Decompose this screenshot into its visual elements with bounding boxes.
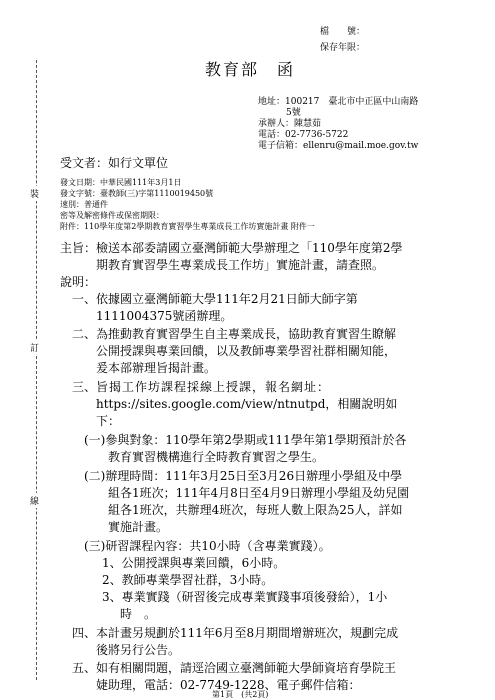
- item-2-number: 二、: [72, 327, 97, 341]
- recipient: 受文者：如行文單位: [60, 156, 169, 170]
- item-2-line-3: 爰本部辦理旨揭計畫。: [96, 361, 217, 375]
- item-1-line-2: 1111004375號函辦理。: [96, 309, 233, 323]
- sub-3-item-2: 2、教師專業學習社群，3小時。: [102, 573, 274, 587]
- issue-date: 發文日期：中華民國111年3月1日: [60, 178, 182, 187]
- item-3-number: 三、: [72, 380, 97, 394]
- sub-1-line-2: 教育實習機構進行全時教育實習之學生。: [108, 450, 325, 464]
- sub-2-line-2: 組各1班次；111年4月8日至4月9日辦理小學組及幼兒園: [108, 486, 410, 500]
- item-2-line-1: 為推動教育實習學生自主專業成長，協助教育實習生瞭解: [96, 327, 397, 341]
- binding-mark-xian: 線: [30, 493, 39, 508]
- binding-mark-zhuang: 裝: [30, 186, 39, 201]
- item-4-number: 四、: [72, 626, 97, 640]
- sub-3-item-3-line-1: 3、專業實踐（研習後完成專業實踐事項後發給），1小: [102, 590, 388, 604]
- item-2-line-2: 公開授課與專業回饋，以及教師專業學習社群相關知能，: [96, 344, 397, 358]
- contact-person: 承辦人：陳慧茹: [258, 119, 322, 129]
- retention-label: 保存年限：: [320, 43, 366, 53]
- file-number-label: 檔 號：: [320, 27, 366, 37]
- sub-1-line-1: (一)參與對象：110學年第2學期或111學年第1學期預計於各: [84, 433, 407, 447]
- address-line: [258, 97, 418, 108]
- sub-2-line-4: 實施計畫。: [108, 520, 169, 534]
- address-label: 地址：: [258, 97, 286, 107]
- item-5-line-2: 婕助理，電話：02-7749-1228、電子郵件信箱：: [96, 678, 361, 692]
- subject-line-2: 期教育實習學生專業成長工作坊」實施計畫，請查照。: [96, 258, 385, 272]
- item-5-line-1: 如有相關問題，請逕洽國立臺灣師範大學師資培育學院王: [96, 661, 397, 675]
- document-title: 教育部 函: [205, 60, 296, 79]
- item-3-line-3: 下：: [96, 414, 121, 428]
- item-1-line-1: 依據國立臺灣師範大學111年2月21日師大師字第: [96, 292, 358, 306]
- sub-3-line-1: (三)研習課程內容：共10小時（含專業實踐）。: [84, 539, 331, 553]
- secrecy-level: 密等及解密條件或保密期限：: [60, 211, 164, 220]
- subject-line-1: 檢送本部委請國立臺灣師範大學辦理之「110學年度第2學: [96, 241, 403, 255]
- address-value: 100217 臺北市中正區中山南路: [285, 97, 419, 107]
- binding-dashed-line: [36, 60, 37, 680]
- explanation-label: 說明：: [60, 275, 97, 289]
- issue-number: 發文字號：臺教師(三)字第1110019450號: [60, 189, 214, 198]
- binding-mark-ding: 訂: [30, 340, 39, 355]
- item-4-line-1: 本計畫另規劃於111年6月至8月期間增辦班次，規劃完成: [96, 626, 399, 640]
- item-4-line-2: 後將另行公告。: [96, 643, 181, 657]
- subject-label: 主旨：: [60, 241, 97, 255]
- item-5-number: 五、: [72, 661, 97, 675]
- attachment-line: 附件：110學年度第2學期教育實習學生專業成長工作坊實施計畫 附件一: [60, 222, 315, 231]
- contact-email: 電子信箱：ellenru@mail.moe.gov.tw: [258, 141, 419, 151]
- item-3-url-line: https://sites.google.com/view/ntnutpd，相關說明如: [96, 397, 398, 411]
- page-footer: 第1頁 (共2頁): [212, 690, 269, 699]
- address-line-2: 5號: [286, 108, 301, 118]
- sub-2-line-3: 組各1班次，共辦理4班次，每班人數上限為25人，詳如: [108, 503, 403, 517]
- sub-3-item-3-line-2: 時 。: [120, 607, 157, 621]
- contact-phone: 電話：02-7736-5722: [258, 130, 349, 140]
- speed-category: 速別：普通件: [60, 200, 108, 209]
- sub-2-line-1: (二)辦理時間：111年3月25日至3月26日辦理小學組及中學: [84, 469, 403, 483]
- item-3-line-1: 旨揭工作坊課程採線上授課，報名網址：: [96, 380, 331, 394]
- item-1-number: 一、: [72, 292, 97, 306]
- sub-3-item-1: 1、公開授課與專業回饋，6小時。: [102, 556, 286, 570]
